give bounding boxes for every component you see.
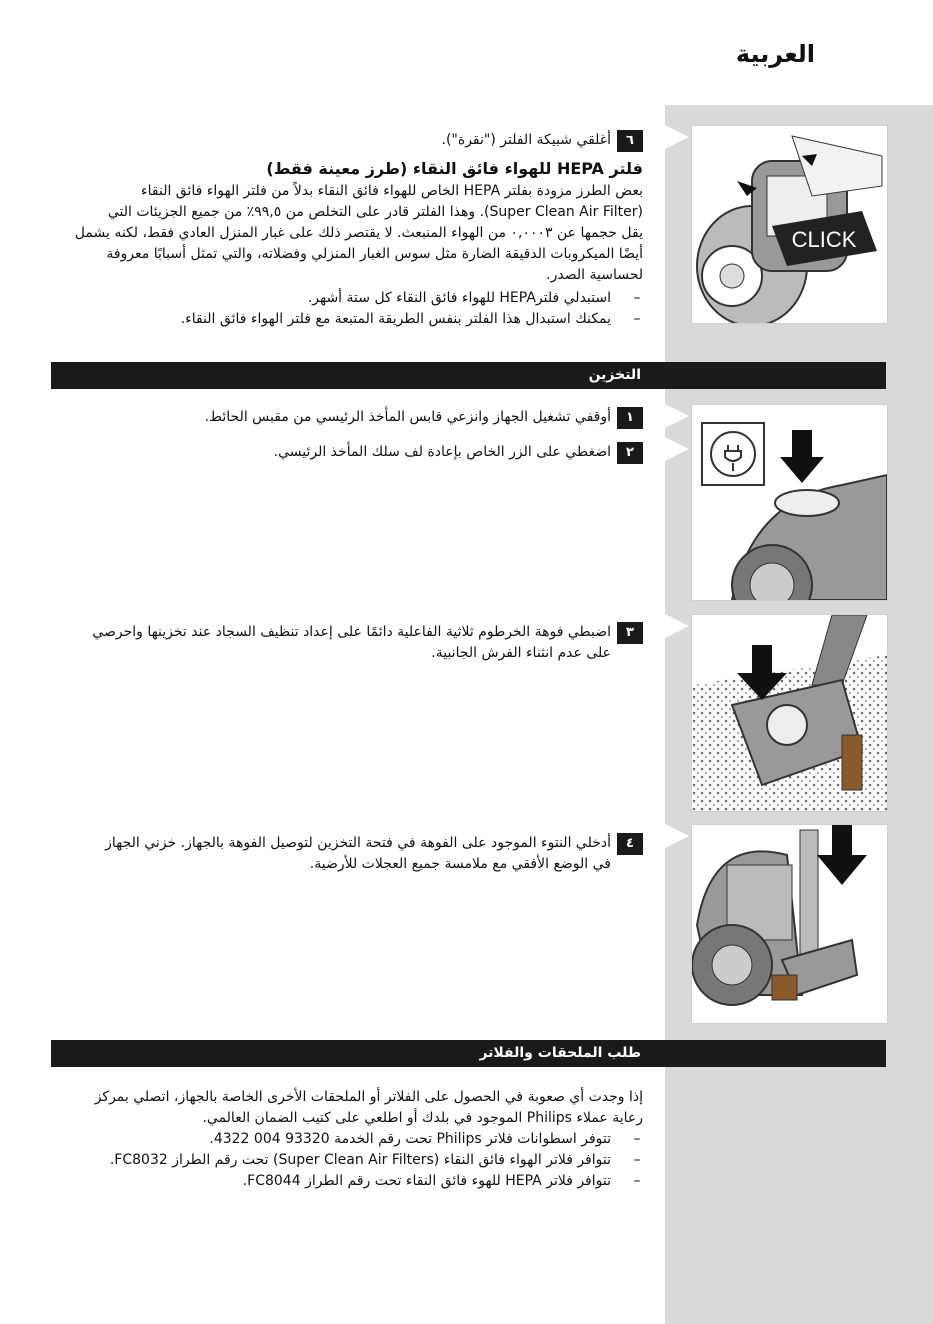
accessories-section <box>43 1087 643 1192</box>
figure-filter-click <box>691 125 888 324</box>
bullet-dash: – <box>633 1131 641 1147</box>
step-4 <box>43 833 643 875</box>
step-1 <box>43 407 643 429</box>
bullet-item <box>43 1150 643 1171</box>
paragraph-line: بعض الطرز مزودة بفلتر HEPA الخاص للهواء فائق النقاء بدلاً من فلتر الهواء فائق النقاء <box>141 183 643 199</box>
step-text: اضبطي فوهة الخرطوم ثلاثية الفاعلية دائمًا على إعداد تنظيف السجاد عند تخزينها واحرصي <box>92 624 611 640</box>
step-text: اضغطي على الزر الخاص بإعادة لف سلك المأخذ الرئيسي. <box>273 444 611 460</box>
bullet-text: تتوفر اسطوانات فلاتر Philips تحت رقم الخدمة 93320 004 4322. <box>209 1131 611 1147</box>
figure-storage-position <box>691 824 888 1024</box>
click-label: CLICK <box>791 227 857 252</box>
step-2 <box>43 442 643 464</box>
bullet-dash: – <box>633 1173 641 1189</box>
bullet-item <box>43 309 643 330</box>
figure-nozzle-carpet <box>691 614 888 812</box>
step-3 <box>43 622 643 664</box>
filter-section <box>43 130 643 330</box>
step-6 <box>43 130 643 152</box>
step-number: ١ <box>617 407 643 429</box>
section-bar-storage: التخزين <box>51 362 886 389</box>
bullet-text: تتوافر فلاتر الهواء فائق النقاء (Super Clean Air Filters) تحت رقم الطراز FC8032. <box>109 1152 611 1168</box>
bullet-dash: – <box>633 1152 641 1168</box>
step-number: ٤ <box>617 833 643 855</box>
figure-pointer <box>665 824 689 848</box>
figure-pointer <box>665 614 689 638</box>
bullet-item <box>43 1129 643 1150</box>
step-text: أدخلي النتوء الموجود على الفوهة في فتحة التخزين لتوصيل الفوهة بالجهاز. خزني الجهاز <box>105 835 611 851</box>
bullet-dash: – <box>633 290 641 306</box>
paragraph-line: (Super Clean Air Filter). وهذا الفلتر قادر على التخلص من ٩٩,٥٪ من جميع الجزيئات التي <box>107 204 643 220</box>
step-text: على عدم انثناء الفرش الجانبية. <box>431 645 611 661</box>
bullet-text: تتوافر فلاتر HEPA للهوء فائق النقاء تحت رقم الطراز FC8044. <box>242 1173 611 1189</box>
paragraph-line: يقل حجمها عن ٠,٠٠٠٣ من الهواء المنبعث. لا يقتصر ذلك على غبار المنزل العادي فقط، لكنه يشمل <box>74 225 643 241</box>
step-text: أوقفي تشغيل الجهاز وانزعي قابس المأخذ الرئيسي من مقبس الحائط. <box>204 409 611 425</box>
step-text: أغلقي شبيكة الفلتر ("نقرة"). <box>441 132 611 148</box>
step-number: ٣ <box>617 622 643 644</box>
language-title: العربية <box>735 40 815 68</box>
bullet-dash: – <box>633 311 641 327</box>
step-number: ٦ <box>617 130 643 152</box>
section-bar-accessories: طلب الملحقات والفلاتر <box>51 1040 886 1067</box>
hepa-heading: فلتر HEPA للهواء فائق النقاء (طرز معينة فقط) <box>266 159 643 178</box>
step-number: ٢ <box>617 442 643 464</box>
figure-pointer <box>665 404 689 428</box>
figure-unplug <box>691 404 888 601</box>
paragraph-line: إذا وجدت أي صعوبة في الحصول على الفلاتر أو الملحقات الأخرى الخاصة بالجهاز، اتصلي بمركز <box>94 1089 643 1105</box>
figure-pointer <box>665 437 689 461</box>
paragraph-line: أيضًا الميكروبات الدقيقة الضارة مثل سوس الغبار المنزلي وفضلاته، والتي تمثل أسبابًا معروفة <box>106 246 643 262</box>
bullet-item <box>43 1171 643 1192</box>
bullet-item <box>43 288 643 309</box>
paragraph-line: لحساسية الصدر. <box>546 267 643 283</box>
bullet-text: استبدلي فلترHEPA للهواء فائق النقاء كل ستة أشهر. <box>307 290 611 306</box>
figure-pointer <box>665 125 689 149</box>
down-arrow-icon <box>780 430 824 483</box>
down-arrow-icon <box>817 825 867 885</box>
bullet-text: يمكنك استبدال هذا الفلتر بنفس الطريقة المتبعة مع فلتر الهواء فائق النقاء. <box>180 311 611 327</box>
paragraph-line: رعاية عملاء Philips الموجود في بلدك أو اطلعي على كتيب الضمان العالمي. <box>202 1110 643 1126</box>
step-text: في الوضع الأفقي مع ملامسة جميع العجلات للأرضية. <box>309 856 611 872</box>
